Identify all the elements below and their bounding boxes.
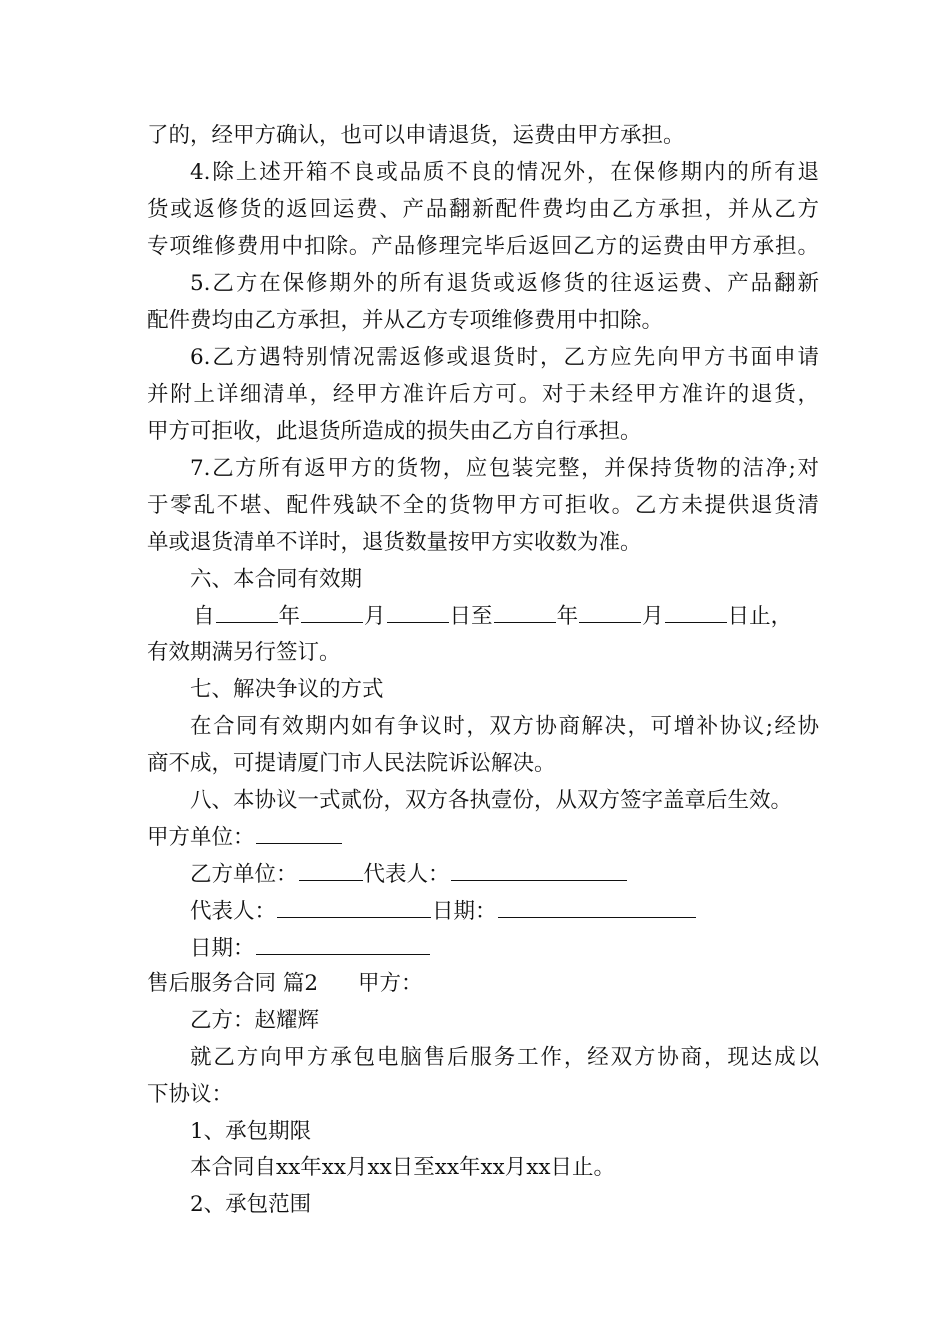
paragraph-line: 就乙方向甲方承包电脑售后服务工作，经双方协商，现达成以 [190, 1045, 819, 1070]
paragraph-line: 本合同自xx年xx月xx日至xx年xx月xx日止。 [190, 1155, 616, 1180]
blank-field[interactable] [387, 601, 449, 623]
label-from: 自 [193, 604, 215, 629]
party-b-line: 乙方：赵耀辉 [190, 1008, 320, 1033]
part2-heading: 售后服务合同 篇2 [147, 971, 319, 996]
validity-period-line [193, 601, 792, 631]
representative-field[interactable] [277, 896, 431, 918]
paragraph-line: 了的，经甲方确认，也可以申请退货，运费由甲方承担。 [147, 123, 685, 148]
paragraph-line: 专项维修费用中扣除。产品修理完毕后返回乙方的运费由甲方承担。 [147, 234, 819, 259]
date-label: 日期： [432, 899, 497, 924]
date-field[interactable] [498, 896, 696, 918]
section-heading: 七、解决争议的方式 [190, 677, 384, 702]
paragraph-line: 配件费均由乙方承担，并从乙方专项维修费用中扣除。 [147, 308, 664, 333]
paragraph-line: 下协议： [147, 1082, 234, 1107]
blank-field[interactable] [579, 601, 641, 623]
party-a-label: 甲方： [358, 971, 423, 996]
party-b-unit-field[interactable] [299, 859, 363, 881]
paragraph-line: 单或退货清单不详时，退货数量按甲方实收数为准。 [147, 530, 642, 555]
section-heading: 六、本合同有效期 [190, 567, 363, 592]
label-month: 月 [642, 604, 664, 629]
paragraph-line: 有效期满另行签订。 [147, 640, 341, 665]
section-heading: 1、承包期限 [190, 1119, 312, 1144]
label-year: 年 [278, 604, 301, 629]
paragraph-line: 5.乙方在保修期外的所有退货或返修货的往返运费、产品翻新 [190, 271, 819, 296]
blank-field[interactable] [494, 601, 556, 623]
paragraph-line: 于零乱不堪、配件残缺不全的货物甲方可拒收。乙方未提供退货清 [147, 493, 819, 518]
section-heading: 八、本协议一式贰份，双方各执壹份，从双方签字盖章后生效。 [190, 788, 793, 813]
date-field[interactable] [256, 933, 430, 955]
date-line [190, 933, 431, 963]
label-day-to: 日至 [449, 604, 493, 629]
label-day-end: 日止， [727, 604, 793, 629]
paragraph-line: 4.除上述开箱不良或品质不良的情况外，在保修期内的所有退 [190, 160, 819, 185]
section-heading: 2、承包范围 [190, 1192, 312, 1217]
blank-field[interactable] [216, 601, 278, 623]
blank-field[interactable] [301, 601, 363, 623]
date-label: 日期： [190, 936, 255, 961]
representative-label: 代表人： [363, 862, 450, 887]
label-month: 月 [364, 604, 386, 629]
representative-field[interactable] [451, 859, 627, 881]
paragraph-line: 在合同有效期内如有争议时，双方协商解决，可增补协议;经协 [190, 714, 819, 739]
label-year: 年 [556, 604, 579, 629]
paragraph-line: 货或返修货的返回运费、产品翻新配件费均由乙方承担，并从乙方 [147, 197, 819, 222]
representative-label: 代表人： [190, 899, 277, 924]
paragraph-line: 7.乙方所有返甲方的货物，应包装完整，并保持货物的洁净;对 [190, 456, 819, 481]
party-a-unit-label: 甲方单位： [147, 825, 255, 850]
paragraph-line: 并附上详细清单，经甲方准许后方可。对于未经甲方准许的退货， [147, 382, 819, 407]
paragraph-line: 商不成，可提请厦门市人民法院诉讼解决。 [147, 751, 556, 776]
paragraph-line: 6.乙方遇特别情况需返修或退货时，乙方应先向甲方书面申请 [190, 345, 819, 370]
paragraph-line: 甲方可拒收，此退货所造成的损失由乙方自行承担。 [147, 419, 642, 444]
party-b-unit-line [190, 859, 628, 889]
party-b-unit-label: 乙方单位： [190, 862, 298, 887]
representative-date-line [190, 896, 697, 926]
party-a-unit-line [147, 822, 343, 852]
party-a-unit-field[interactable] [256, 822, 342, 844]
blank-field[interactable] [665, 601, 727, 623]
part2-heading-line [147, 969, 423, 999]
